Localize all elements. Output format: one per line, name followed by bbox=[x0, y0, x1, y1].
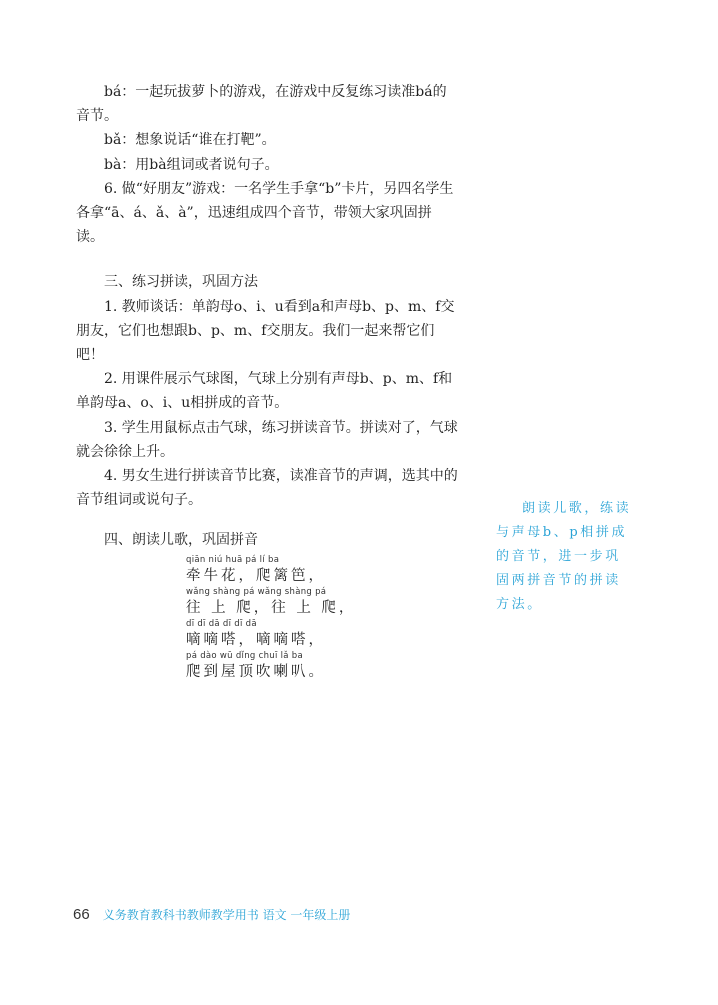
rhyme-pinyin: wǎng shàng pá wǎng shàng pá bbox=[186, 586, 327, 597]
paragraph-good-friend-game: 6. 做“好朋友”游戏：一名学生手拿“b”卡片，另四名学生各拿“ā、á、ǎ、à”，迅速组成四个音节，带领大家巩固拼读。 bbox=[76, 180, 454, 246]
spacer bbox=[76, 249, 458, 270]
rhyme-hanzi: 爬到屋顶吹喇叭。 bbox=[186, 663, 326, 680]
section-3-title: 三、练习拼读，巩固方法 bbox=[104, 274, 258, 291]
rhyme-line bbox=[186, 587, 458, 619]
rhyme-hanzi: 牵牛花，爬篱笆， bbox=[186, 567, 326, 584]
nursery-rhyme bbox=[186, 555, 458, 683]
spacer bbox=[76, 512, 458, 528]
section-3-item-1: 1. 教师谈话：单韵母o、i、u看到a和声母b、p、m、f交朋友，它们也想跟b、p、m、f交朋友。我们一起来帮它们吧！ bbox=[76, 298, 455, 364]
book-title: 义务教育教科书教师教学用书 语文 一年级上册 bbox=[102, 908, 351, 922]
page-footer bbox=[73, 904, 350, 923]
page-number: 66 bbox=[73, 906, 90, 923]
rhyme-hanzi: 往 上 爬，往 上 爬， bbox=[186, 599, 357, 616]
paragraph-ba2: bá：一起玩拔萝卜的游戏，在游戏中反复练习读准bá的音节。 bbox=[76, 84, 447, 125]
rhyme-pinyin: pá dào wū dǐng chuī lǎ ba bbox=[186, 650, 303, 661]
margin-note: 朗读儿歌，练读与声母b、p相拼成的音节，进一步巩固两拼音节的拼读方法。 bbox=[496, 501, 632, 612]
main-text-column bbox=[76, 80, 458, 683]
section-3-item-2: 2. 用课件展示气球图，气球上分别有声母b、p、m、f和单韵母a、o、i、u相拼成的音节。 bbox=[76, 371, 453, 412]
rhyme-hanzi: 嘀嘀嗒，嘀嘀嗒， bbox=[186, 631, 326, 648]
section-4-title: 四、朗读儿歌，巩固拼音 bbox=[104, 532, 258, 549]
rhyme-pinyin: dī dī dā dī dī dā bbox=[186, 618, 257, 629]
paragraph-ba3: bǎ：想象说话“谁在打靶”。 bbox=[104, 132, 276, 149]
rhyme-line bbox=[186, 555, 458, 587]
rhyme-line bbox=[186, 619, 458, 651]
rhyme-pinyin: qiān niú huā pá lí ba bbox=[186, 554, 280, 565]
rhyme-line bbox=[186, 651, 458, 683]
paragraph-ba4: bà：用bà组词或者说句子。 bbox=[104, 156, 279, 173]
section-3-item-3: 3. 学生用鼠标点击气球，练习拼读音节。拼读对了，气球就会徐徐上升。 bbox=[76, 419, 458, 460]
section-3-item-4: 4. 男女生进行拼读音节比赛，读准音节的声调，选其中的音节组词或说句子。 bbox=[76, 468, 458, 509]
